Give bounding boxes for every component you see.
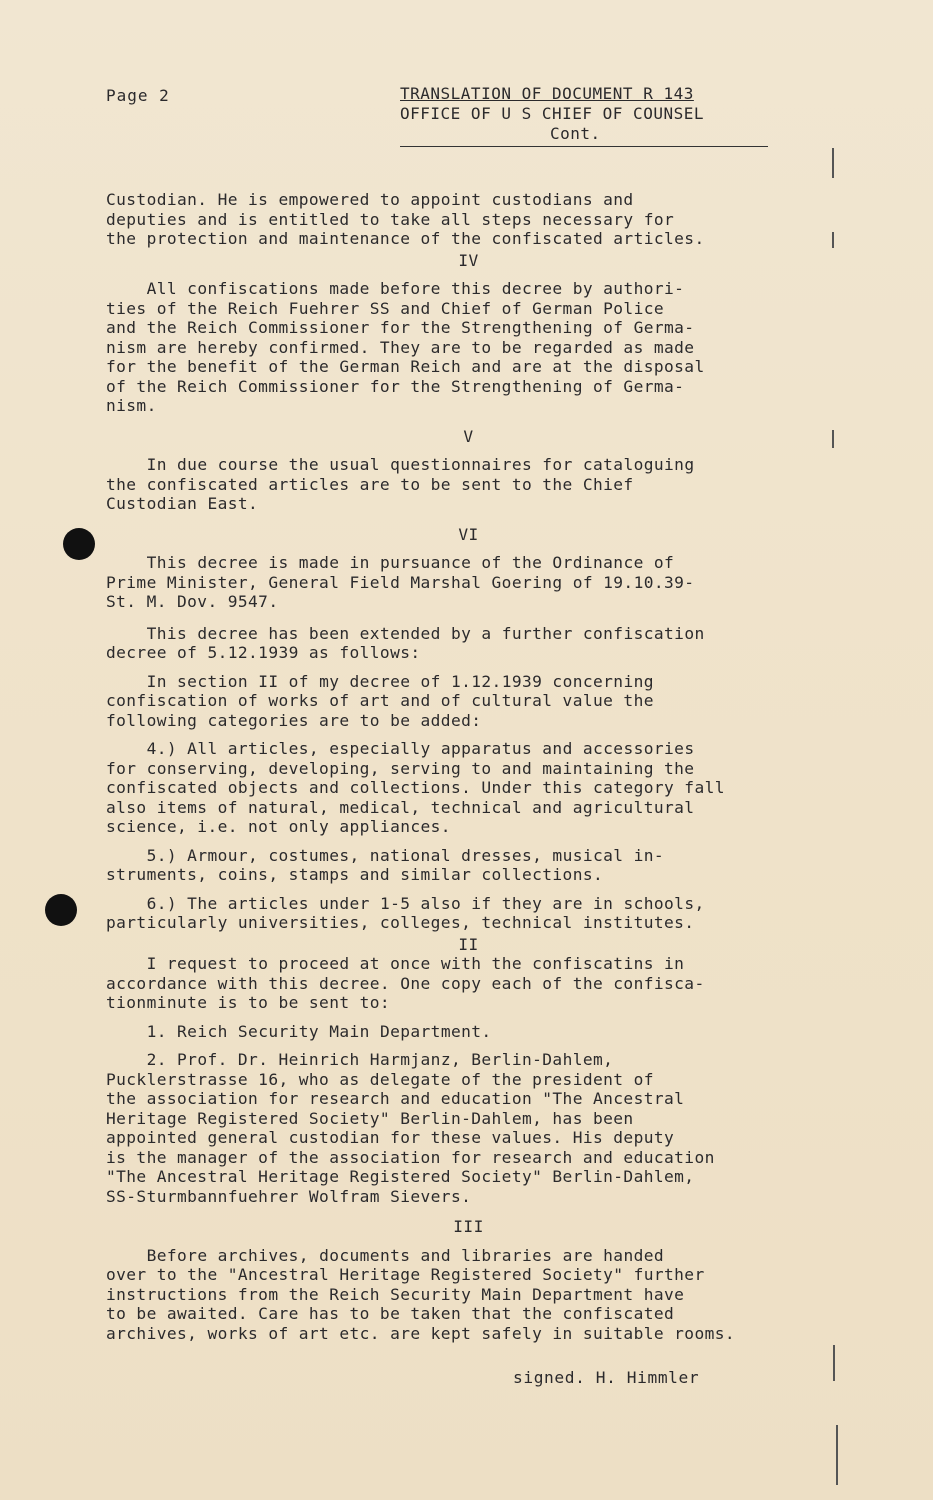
margin-mark — [832, 232, 834, 248]
punch-hole — [63, 528, 95, 560]
paragraph: 6.) The articles under 1-5 also if they are in schools, particularly universities, colleges, technical institutes. — [106, 893, 705, 932]
document-body — [106, 190, 831, 1343]
margin-mark — [832, 148, 834, 178]
paragraph: I request to proceed at once with the confiscatins in accordance with this decree. One copy each of the confisca- tionminute is to be sent to: — [106, 954, 705, 1012]
paragraph: 1. Reich Security Main Department. — [106, 1021, 492, 1041]
document-header — [400, 84, 704, 144]
margin-mark — [833, 1345, 835, 1381]
punch-hole — [45, 894, 77, 926]
section-heading: IV — [458, 250, 479, 270]
header-office: OFFICE OF U S CHIEF OF COUNSEL — [400, 104, 704, 123]
paragraph: This decree has been extended by a further confiscation decree of 5.12.1939 as follows: — [106, 623, 705, 662]
section-heading: VI — [458, 524, 479, 544]
header-title: TRANSLATION OF DOCUMENT R 143 — [400, 84, 694, 103]
margin-mark — [832, 430, 834, 448]
paragraph: Custodian. He is empowered to appoint custodians and deputies and is entitled to take all steps necessary for the protection and maintenance of the confiscated articles. — [106, 190, 705, 248]
section-heading: V — [463, 426, 474, 446]
paragraph: 5.) Armour, costumes, national dresses, musical in- struments, coins, stamps and similar collections. — [106, 845, 665, 884]
section-heading: II — [458, 934, 479, 954]
paragraph: In section II of my decree of 1.12.1939 concerning confiscation of works of art and of cultural value the following categories are to be added: — [106, 671, 654, 730]
paragraph: All confiscations made before this decree by authori- ties of the Reich Fuehrer SS and Chief of German Police and the Reich Commissioner for the Strengthening of Germa- nism are hereby confirmed. They are to be regarded as made for the benefit of the German Reich and are at the disposal of the Reich Commissioner for the Strengthening of Germa- nism. — [106, 279, 705, 415]
signature-line: signed. H. Himmler — [513, 1368, 700, 1387]
margin-mark — [836, 1425, 838, 1485]
header-continued: Cont. — [550, 124, 601, 143]
paragraph: This decree is made in pursuance of the Ordinance of Prime Minister, General Field Marshal Goering of 19.10.39- St. M. Dov. 9547. — [106, 553, 695, 611]
paragraph: 2. Prof. Dr. Heinrich Harmjanz, Berlin-Dahlem, Pucklerstrasse 16, who as delegate of the president of the association for research and education "The Ancestral Heritage Registered Society" Berlin-Dahlem, has been appointed general custodian for these values. His deputy is the manager of the association for research and education "The Ancestral Heritage Registered Society" Berlin-Dahlem, SS-Sturmbannfuehrer Wolfram Sievers. — [106, 1050, 715, 1206]
section-heading: III — [453, 1217, 484, 1236]
paragraph: In due course the usual questionnaires for cataloguing the confiscated articles are to be sent to the Chief Custodian East. — [106, 455, 695, 513]
header-rule — [400, 146, 768, 147]
page-number: Page 2 — [106, 86, 170, 105]
paragraph: 4.) All articles, especially apparatus and accessories for conserving, developing, serving to and maintaining the confiscated objects and collections. Under this category fall also items of natural, medical, technical and agricultural science, i.e. not only appliances. — [106, 739, 725, 836]
paragraph: Before archives, documents and libraries are handed over to the "Ancestral Heritage Registered Society" further instructions from the Reich Security Main Department have to be awaited. Care has to be taken that the confiscated archives, works of art etc. are kept safely in suitable rooms. — [106, 1245, 736, 1343]
